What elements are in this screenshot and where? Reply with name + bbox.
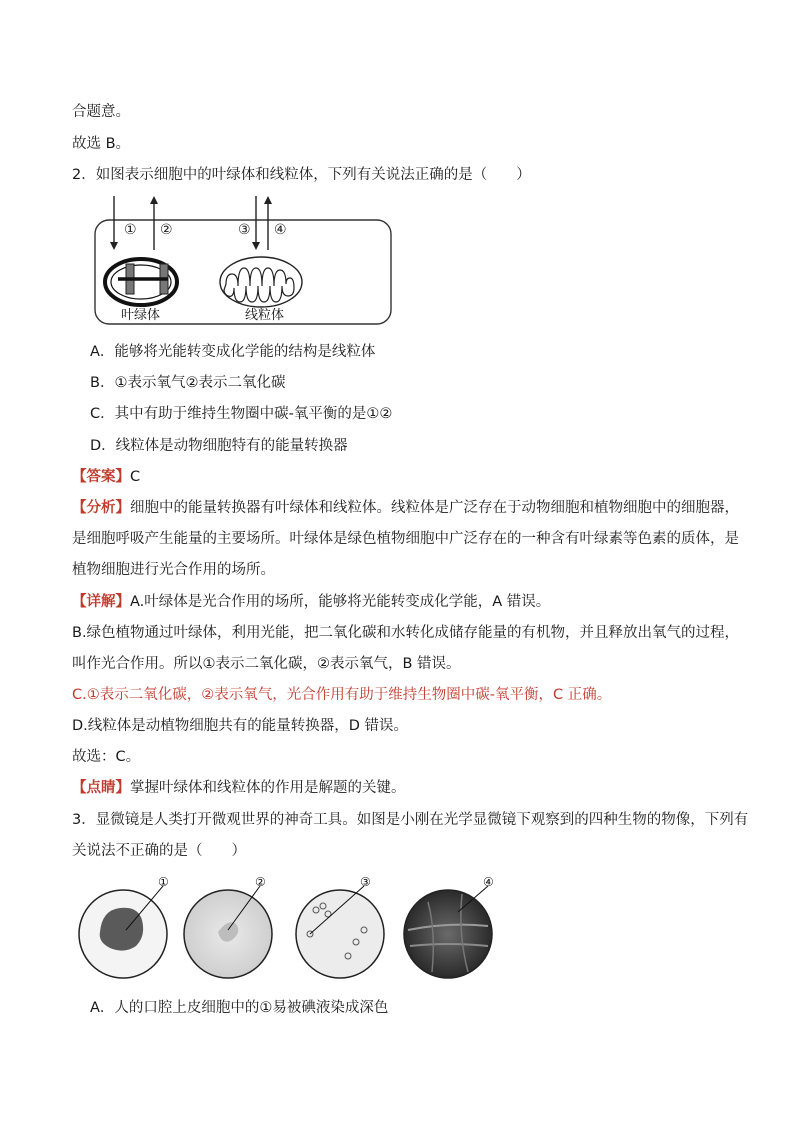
analysis-line-2: 是细胞呼吸产生能量的主要场所。叶绿体是绿色植物细胞中广泛存在的一种含有叶绿素等色素的质体，是	[72, 531, 739, 547]
micro-image-1	[79, 875, 169, 978]
answer-tag: 【答案】	[72, 469, 130, 485]
q2-option-a: A．能够将光能转变成化学能的结构是线粒体	[90, 344, 376, 360]
prev-text-line-1: 合题意。	[72, 104, 130, 120]
conclusion-line: 故选：C。	[72, 749, 141, 765]
answer-line	[72, 467, 140, 487]
analysis-line-3: 植物细胞进行光合作用的场所。	[72, 562, 275, 578]
q2-option-d: D．线粒体是动物细胞特有的能量转换器	[90, 438, 348, 454]
marker-4: ④	[274, 222, 287, 238]
prev-text-line-2: 故选 B。	[72, 136, 131, 152]
q2-option-b: B．①表示氧气②表示二氧化碳	[90, 375, 286, 391]
answer-value: C	[130, 469, 141, 485]
chloroplast-label: 叶绿体	[121, 308, 161, 323]
micro-image-4	[404, 875, 494, 978]
mitochondrion-drawing	[220, 257, 302, 307]
detail-line-1	[72, 592, 550, 612]
tip-tag: 【点睛】	[72, 780, 130, 796]
mitochondrion-label: 线粒体	[245, 308, 285, 323]
analysis-line-1	[72, 498, 739, 518]
micro-marker-1: ①	[158, 875, 169, 889]
tip-text: 掌握叶绿体和线粒体的作用是解题的关键。	[130, 780, 406, 796]
question-3-stem-line-2: 关说法不正确的是（ ）	[72, 843, 246, 859]
detail-line-4-correct: C.①表示二氧化碳，②表示氧气，光合作用有助于维持生物圈中碳-氧平衡，C 正确。	[72, 687, 612, 703]
chloroplast-drawing	[105, 259, 177, 305]
micro-marker-4: ④	[483, 875, 494, 889]
marker-3: ③	[238, 222, 251, 238]
detail-tag: 【详解】	[72, 594, 130, 610]
detail-text-1: A.叶绿体是光合作用的场所，能够将光能转变成化学能，A 错误。	[130, 594, 551, 610]
marker-1: ①	[124, 222, 137, 238]
micro-image-2	[184, 875, 272, 978]
detail-line-5: D.线粒体是动植物细胞共有的能量转换器，D 错误。	[72, 718, 409, 734]
tip-line	[72, 778, 406, 798]
q3-option-a: A．人的口腔上皮细胞中的①易被碘液染成深色	[90, 1000, 389, 1016]
organelle-figure	[94, 192, 394, 327]
micro-marker-3: ③	[360, 875, 371, 889]
micro-marker-2: ②	[255, 875, 266, 889]
micro-image-3	[296, 875, 384, 978]
question-3-stem-line-1: 3．显微镜是人类打开微观世界的神奇工具。如图是小刚在光学显微镜下观察到的四种生物的物像，下列有	[72, 812, 749, 828]
marker-2: ②	[160, 222, 173, 238]
detail-line-3: 叫作光合作用。所以①表示二氧化碳，②表示氧气，B 错误。	[72, 656, 461, 672]
detail-line-2: B.绿色植物通过叶绿体，利用光能，把二氧化碳和水转化成储存能量的有机物，并且释放出氧气的过程，	[72, 625, 740, 641]
analysis-text-1: 细胞中的能量转换器有叶绿体和线粒体。线粒体是广泛存在于动物细胞和植物细胞中的细胞器，	[130, 500, 739, 516]
q2-option-c: C．其中有助于维持生物圈中碳-氧平衡的是①②	[90, 406, 393, 422]
question-2-stem: 2．如图表示细胞中的叶绿体和线粒体，下列有关说法正确的是（ ）	[72, 167, 531, 183]
microscope-images-figure	[78, 872, 498, 982]
analysis-tag: 【分析】	[72, 500, 130, 516]
